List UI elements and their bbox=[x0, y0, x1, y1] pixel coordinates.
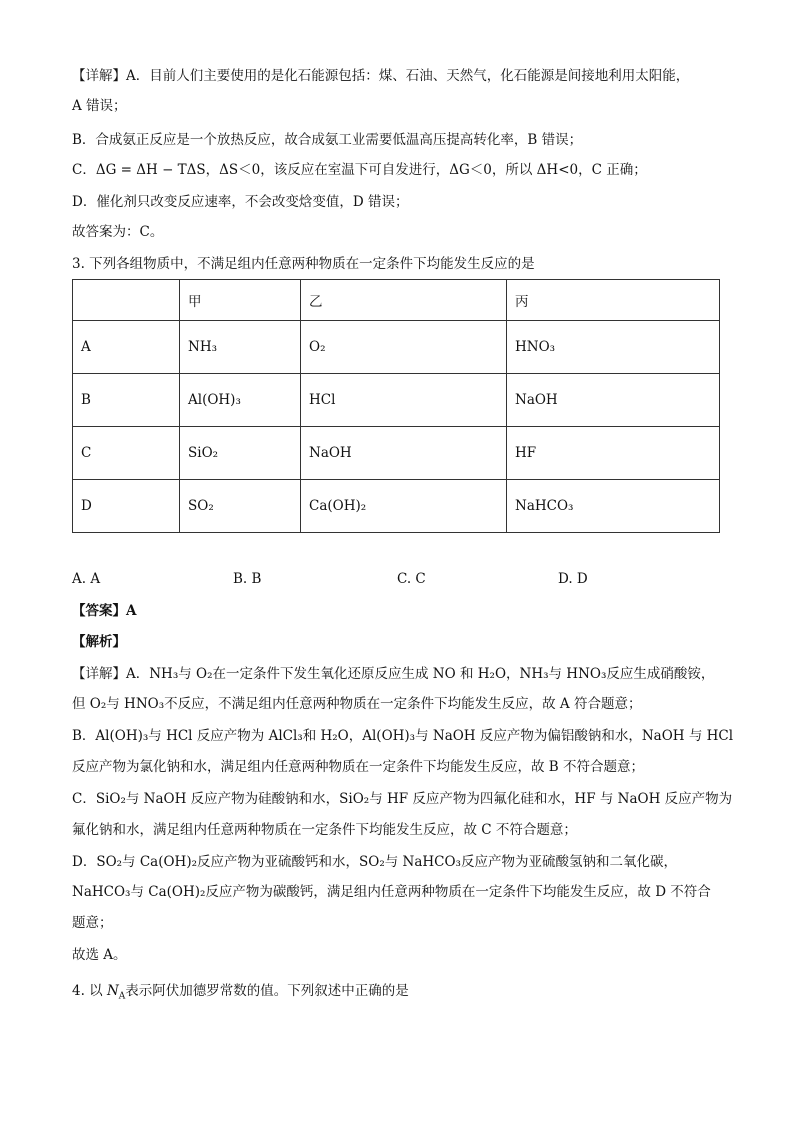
table-cell: SO₂ bbox=[180, 480, 301, 533]
table-cell: HNO₃ bbox=[507, 321, 720, 374]
prev-explanation-line-5: D．催化剂只改变反应速率，不会改变焓变值，D 错误； bbox=[72, 194, 409, 210]
table-header-cell: 丙 bbox=[507, 280, 720, 321]
substance-table bbox=[72, 279, 720, 533]
explanation-line-1: 【详解】A．NH₃与 O₂在一定条件下发生氧化还原反应生成 NO 和 H₂O，NH₃与 HNO₃反应生成硝酸铵， bbox=[72, 666, 715, 682]
table-cell: HCl bbox=[301, 374, 507, 427]
question-4-stem bbox=[72, 981, 409, 1007]
table-row bbox=[73, 480, 720, 533]
table-header-row bbox=[73, 280, 720, 321]
table-row bbox=[73, 321, 720, 374]
prev-explanation-line-2: A 错误； bbox=[72, 98, 127, 114]
explanation-line-4: 反应产物为氯化钠和水，满足组内任意两种物质在一定条件下均能发生反应，故 B 不符合题意； bbox=[72, 759, 645, 775]
table-row bbox=[73, 427, 720, 480]
analysis-label: 【解析】 bbox=[72, 634, 126, 650]
table-cell: C bbox=[73, 427, 180, 480]
table-header-cell: 乙 bbox=[301, 280, 507, 321]
prev-explanation-line-6: 故答案为：C。 bbox=[72, 224, 164, 240]
explanation-line-10: 故选 A。 bbox=[72, 947, 127, 963]
table-cell: Al(OH)₃ bbox=[180, 374, 301, 427]
table-header-cell: 甲 bbox=[180, 280, 301, 321]
explanation-line-2: 但 O₂与 HNO₃不反应，不满足组内任意两种物质在一定条件下均能发生反应，故 A 符合题意； bbox=[72, 696, 642, 712]
answer-label: 【答案】A bbox=[72, 603, 137, 619]
option-d: D. D bbox=[558, 571, 588, 587]
avogadro-symbol: N bbox=[106, 983, 119, 999]
explanation-line-6: 氟化钠和水，满足组内任意两种物质在一定条件下均能发生反应，故 C 不符合题意； bbox=[72, 822, 577, 838]
table-cell: NaOH bbox=[507, 374, 720, 427]
option-c: C. C bbox=[397, 571, 426, 587]
table-cell: Ca(OH)₂ bbox=[301, 480, 507, 533]
table-cell: D bbox=[73, 480, 180, 533]
table-cell: HF bbox=[507, 427, 720, 480]
answer-options bbox=[72, 569, 720, 589]
explanation-line-8: NaHCO₃与 Ca(OH)₂反应产物为碳酸钙，满足组内任意两种物质在一定条件下均能发生反应，故 D 不符合 bbox=[72, 884, 711, 900]
explanation-line-9: 题意； bbox=[72, 915, 113, 931]
question-4-suffix: 表示阿伏加德罗常数的值。下列叙述中正确的是 bbox=[125, 983, 409, 999]
prev-explanation-line-4: C．ΔG = ΔH − TΔS，ΔS＜0，该反应在室温下可自发进行，ΔG＜0，所以 ΔH<0，C 正确； bbox=[72, 162, 647, 178]
explanation-line-5: C．SiO₂与 NaOH 反应产物为硅酸钠和水，SiO₂与 HF 反应产物为四氟化硅和水，HF 与 NaOH 反应产物为 bbox=[72, 791, 733, 807]
avogadro-subscript: A bbox=[118, 991, 126, 1002]
table-cell: A bbox=[73, 321, 180, 374]
option-b: B. B bbox=[233, 571, 262, 587]
prev-explanation-line-1: 【详解】A．目前人们主要使用的是化石能源包括：煤、石油、天然气，化石能源是间接地利用太阳能， bbox=[72, 68, 690, 84]
explanation-line-7: D．SO₂与 Ca(OH)₂反应产物为亚硫酸钙和水，SO₂与 NaHCO₃反应产物为亚硫酸氢钠和二氧化碳， bbox=[72, 854, 677, 870]
table-cell: NaHCO₃ bbox=[507, 480, 720, 533]
table-row bbox=[73, 374, 720, 427]
table-cell: B bbox=[73, 374, 180, 427]
table-header-cell bbox=[73, 280, 180, 321]
table-cell: SiO₂ bbox=[180, 427, 301, 480]
explanation-line-3: B．Al(OH)₃与 HCl 反应产物为 AlCl₃和 H₂O，Al(OH)₃与 NaOH 反应产物为偏铝酸钠和水，NaOH 与 HCl bbox=[72, 728, 734, 744]
table-cell: NH₃ bbox=[180, 321, 301, 374]
table-cell: O₂ bbox=[301, 321, 507, 374]
prev-explanation-line-3: B．合成氨正反应是一个放热反应，故合成氨工业需要低温高压提高转化率，B 错误； bbox=[72, 132, 583, 148]
option-a: A. A bbox=[72, 571, 101, 587]
question-3-stem: 3. 下列各组物质中，不满足组内任意两种物质在一定条件下均能发生反应的是 bbox=[72, 256, 535, 272]
table-cell: NaOH bbox=[301, 427, 507, 480]
question-4-prefix: 4. 以 bbox=[72, 983, 107, 999]
